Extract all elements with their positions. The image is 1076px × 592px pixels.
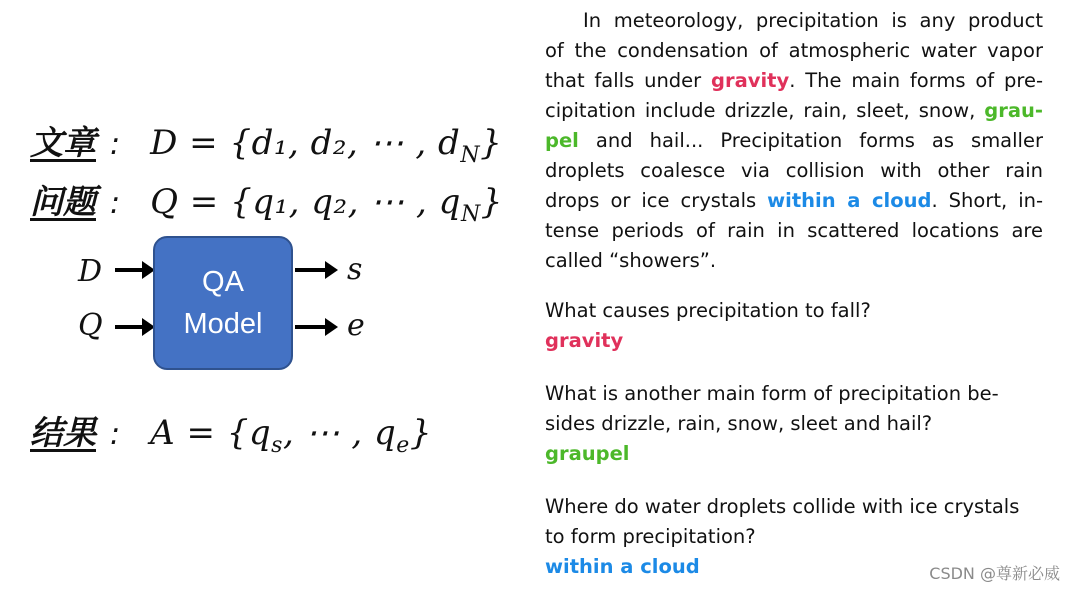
document-expression: D = {d₁, d₂, ⋯ , $d_N$} bbox=[150, 123, 503, 168]
answer-span-within-a-cloud: within a cloud bbox=[767, 189, 932, 212]
qa-model-box bbox=[153, 236, 293, 370]
passage-line: droplets coalesce via collision with other rain bbox=[545, 159, 1043, 182]
passage-line: that falls under gravity. The main forms of pre- bbox=[545, 69, 1043, 92]
result-colon: : bbox=[110, 417, 121, 452]
output-e-label: e bbox=[347, 308, 365, 343]
passage bbox=[545, 6, 1043, 276]
document-formula bbox=[30, 117, 502, 168]
question-expression: Q = {q₁, q₂, ⋯ , $q_N$} bbox=[150, 182, 503, 227]
output-s-arrow bbox=[295, 268, 328, 272]
qa-model-line1: QA bbox=[202, 266, 244, 298]
answer-span-gravity: gravity bbox=[711, 69, 790, 92]
output-s-label: s bbox=[347, 252, 363, 287]
output-e-arrow bbox=[295, 325, 328, 329]
passage-line: cipitation include drizzle, rain, sleet, snow, grau- bbox=[545, 99, 1043, 122]
document-label: 文章 bbox=[30, 123, 96, 162]
answer-span-graupel-part1: grau- bbox=[984, 99, 1043, 122]
question-label: 问题 bbox=[30, 182, 96, 221]
passage-line: tense periods of rain in scattered locations are bbox=[545, 219, 1043, 242]
answer-3: within a cloud bbox=[545, 555, 700, 578]
passage-line: pel and hail... Precipitation forms as smaller bbox=[545, 129, 1043, 152]
passage-line: drops or ice crystals within a cloud. Short, in- bbox=[545, 189, 1044, 212]
question-2: What is another main form of precipitation be- sides drizzle, rain, snow, sleet and hail? bbox=[545, 382, 999, 435]
answer-span-graupel-part2: pel bbox=[545, 129, 579, 152]
document-colon: : bbox=[110, 127, 121, 162]
input-d-arrow bbox=[115, 268, 145, 272]
result-expression: $A = \{q_s$, ⋯ , $q_e$} bbox=[150, 413, 432, 458]
question-1: What causes precipitation to fall? bbox=[545, 299, 871, 322]
watermark: CSDN @尊新必威 bbox=[929, 564, 1060, 583]
input-d-label: D bbox=[78, 254, 103, 289]
passage-line: called “showers”. bbox=[545, 249, 717, 272]
result-formula bbox=[30, 407, 432, 458]
answer-2: graupel bbox=[545, 442, 630, 465]
input-q-arrow bbox=[115, 325, 145, 329]
question-formula bbox=[30, 176, 503, 227]
passage-line: In meteorology, precipitation is any product bbox=[583, 9, 1043, 32]
qa-model-line2: Model bbox=[183, 308, 263, 340]
question-3: Where do water droplets collide with ice crystals to form precipitation? bbox=[545, 495, 1020, 548]
passage-line: of the condensation of atmospheric water vapor bbox=[545, 39, 1043, 62]
result-label: 结果 bbox=[30, 413, 96, 452]
input-q-label: Q bbox=[78, 308, 103, 343]
answer-1: gravity bbox=[545, 329, 624, 352]
question-colon: : bbox=[110, 186, 121, 221]
